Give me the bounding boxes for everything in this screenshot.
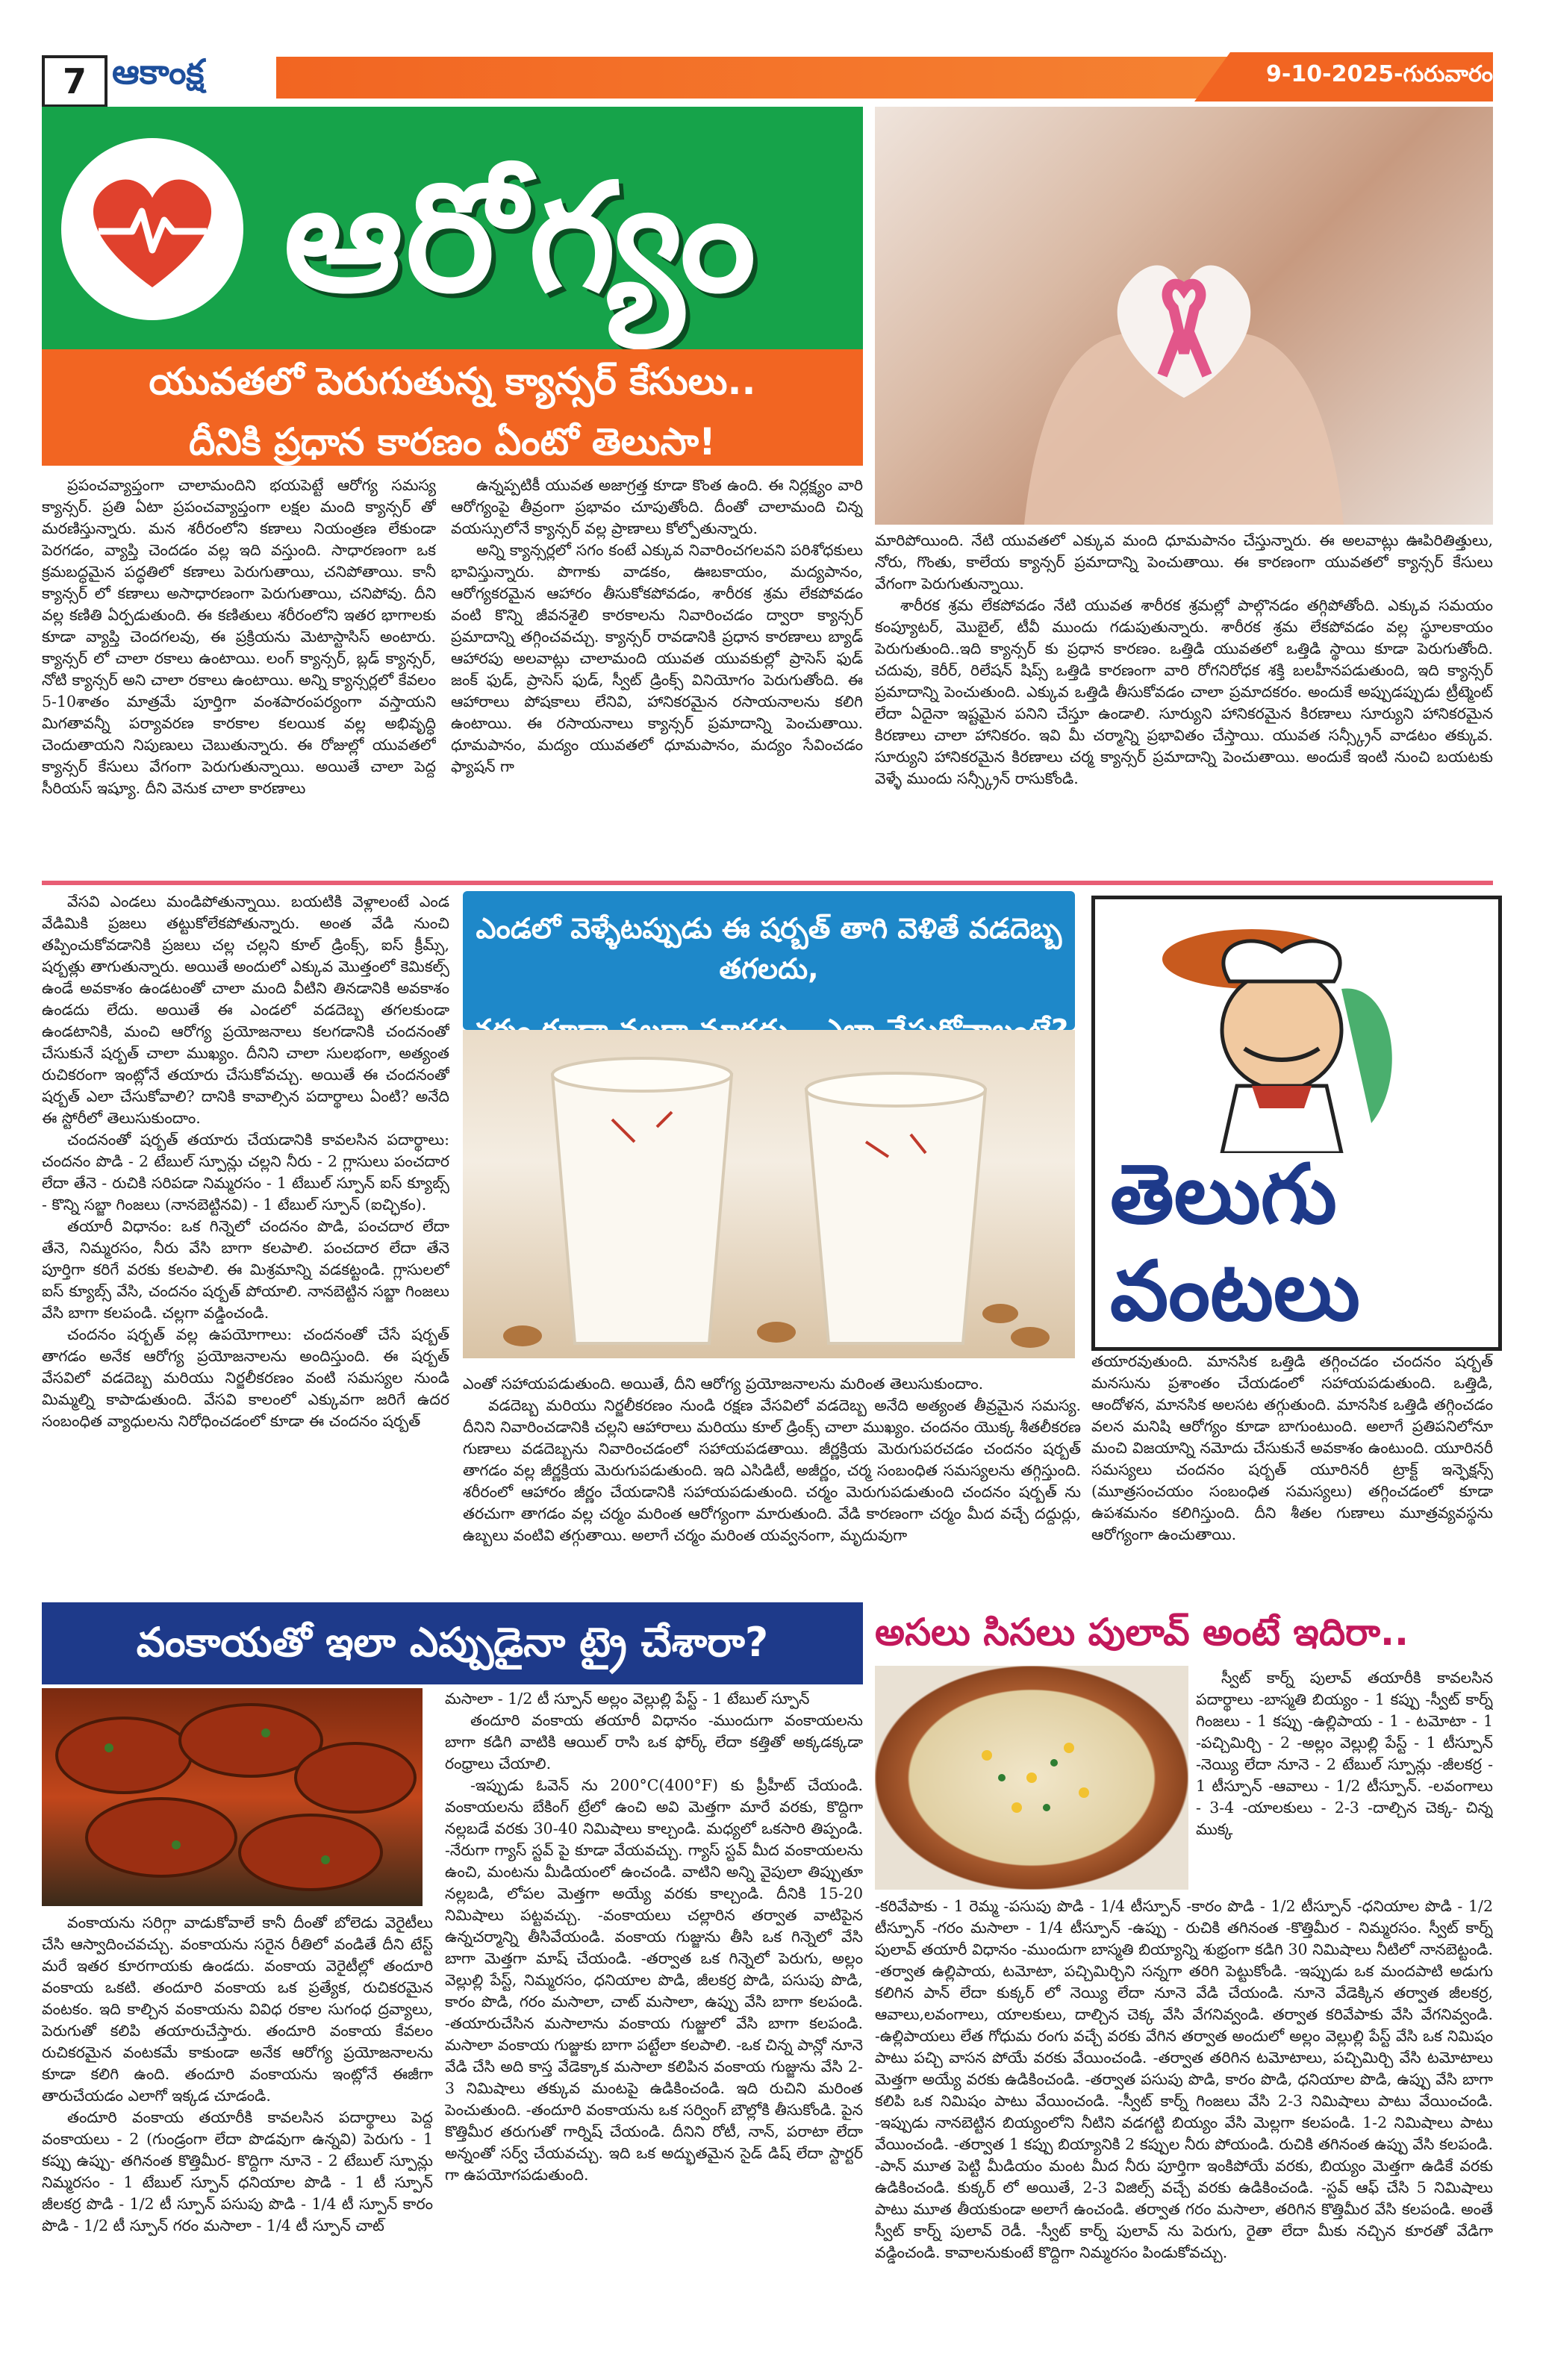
pulao-bowl-photo [875,1666,1188,1890]
cookery-title-line1: తెలుగు [1110,1146,1337,1242]
article1-headline-banner [42,349,863,466]
cancer-awareness-photo [875,107,1493,525]
article1-paragraph: మారిపోయింది. నేటి యువతలో ఎక్కువ మంది ధూమపానం చేస్తున్నారు. ఈ అలవాట్లు ఊపిరితిత్తులు, నోరు, గొంతు, కాలేయ క్యాన్సర్ ప్రమాదాన్ని పెంచుతాయి. ఈ కారణంగా యువతలో క్యాన్సర్ కేసులు వేగంగా పెరుగుతున్నాయి. [875,531,1493,593]
article4-paragraph: -కరివేపాకు - 1 రెమ్మ -పసుపు పొడి - 1/4 టీస్పూన్ -కారం పొడి - 1/2 టీస్పూన్ -ధనియాల పొడి - 1/2 టీస్పూన్ -గరం మసాలా - 1/4 టీస్పూన్ -ఉప్పు - రుచికి తగినంత -కొత్తిమీర - నిమ్మరసం. స్వీట్ కార్న్ పులావ్ తయారీ విధానం -ముందుగా బాస్మతి బియ్యాన్ని శుభ్రంగా కడిగి 30 నిమిషాలు నీటిలో నానబెట్టండి. -తర్వాత ఉల్లిపాయ, టమోటా, పచ్చిమిర్చిని సన్నగా తరిగి పెట్టుకోండి. -ఇప్పుడు ఒక మందపాటి అడుగు కలిగిన పాన్ లేదా కుక్కర్ లో నెయ్యి లేదా నూనె వేడి చేయండి. నూనె వేడెక్కిన తర్వాత జీలకర్ర, ఆవాలు,లవంగాలు, యాలకులు, దాల్చిన చెక్క వేసి వేగనివ్వండి. తర్వాత కరివేపాకు వేసి వేగనివ్వండి. -ఉల్లిపాయలు లేత గోధుమ రంగు వచ్చే వరకు వేగిన తర్వాత అందులో అల్లం వెల్లుల్లి పేస్ట్ వేసి ఒక నిమిషం పాటు పచ్చి వాసన పోయే వరకు వేయించండి. -తర్వాత తరిగిన టమోటాలు, పచ్చిమిర్చి వేసి టమోటాలు మెత్తగా అయ్యే వరకు ఉడికించండి. -తర్వాత పసుపు పొడి, కారం పొడి, ధనియాల పొడి, ఉప్పు వేసి బాగా కలిపి ఒక నిమిషం పాటు వేయించండి. -స్వీట్ కార్న్ గింజలు వేసి 2-3 నిమిషాలు పాటు వేయించండి. -ఇప్పుడు నానబెట్టిన బియ్యంలోని నీటిని వడగట్టి బియ్యం వేసి మెల్లగా కలపండి. 1-2 నిమిషాలు పాటు వేయించండి. -తర్వాత 1 కప్పు బియ్యానికి 2 కప్పుల నీరు పోయండి. రుచికి తగినంత ఉప్పు వేసి కలపండి. -పాన్ మూత పెట్టి మీడియం మంట మీద నీరు పూర్తిగా ఇంకిపోయే వరకు, బియ్యం మెత్తగా ఉడికే వరకు ఉడికించండి. కుక్కర్ లో అయితే, 2-3 విజిల్స్ వచ్చే వరకు ఉడికించండి. -స్టవ్ ఆఫ్ చేసి 5 నిమిషాలు పాటు మూత తీయకుండా అలాగే ఉంచండి. తర్వాత గరం మసాలా, తరిగిన కొత్తిమీర వేసి కలపండి. అంతే స్వీట్ కార్న్ పులావ్ రెడీ. -స్వీట్ కార్న్ పులావ్ ను పెరుగు, రైతా లేదా మీకు నచ్చిన కూరతో వేడిగా వడ్డించండి. కావాలనుకుంటే కొద్దిగా నిమ్మరసం పిండుకోవచ్చు. [875,1897,1493,2261]
article2-column-1 [42,891,449,1593]
article3-column-2 [445,1688,863,2360]
article2-column-2 [463,1373,1081,1597]
article3-paragraph: మసాలా - 1/2 టీ స్పూన్ అల్లం వెల్లుల్లి పేస్ట్ - 1 టేబుల్ స్పూన్ [445,1690,810,1708]
article2-column-3 [1091,1351,1493,1597]
article3-paragraph: వంకాయను సరిగ్గా వాడుకోవాలే కానీ దీంతో బోలెడు వెరైటీలు చేసి ఆస్వాదించవచ్చు. వంకాయను సరైన రీతిలో వండితే దీని టేస్ట్ మరే ఇతర కూరగాయకు ఉండదు. వంకాయ వెరైటీల్లో తందూరి వంకాయ ఒకటి. తందూరి వంకాయ ఒక ప్రత్యేక, రుచికరమైన వంటకం. ఇది కాల్చిన వంకాయను వివిధ రకాల సుగంధ ద్రవ్యాలు, పెరుగుతో కలిపి తయారుచేస్తారు. తందూరి వంకాయ కేవలం రుచికరమైన వంటకమే కాకుండా అనేక ఆరోగ్య ప్రయోజనాలను కూడా కలిగి ఉంది. తందూరి వంకాయను ఇంట్లోనే ఈజీగా తారుచేయడం ఎలాగో ఇక్కడ చూడండి. [42,1914,433,2105]
article1-paragraph: ప్రపంచవ్యాప్తంగా చాలామందిని భయపెట్టే ఆరోగ్య సమస్య క్యాన్సర్. ప్రతి ఏటా ప్రపంచవ్యాప్తంగా లక్షల మంది క్యాన్సర్ తో మరణిస్తున్నారు. మన శరీరంలోని కణాలు నియంత్రణ లేకుండా పెరగడం, వ్యాప్తి చెందడం వల్ల ఇది వస్తుంది. సాధారణంగా ఒక క్రమబద్ధమైన పద్ధతిలో కణాలు పెరుగుతాయి, చనిపోతాయి. కానీ క్యాన్సర్ లో కణాలు అసాధారణంగా పెరుగుతాయి, చనిపోవు. దీని వల్ల కణితి ఏర్పడుతుంది. ఈ కణితులు శరీరంలోని ఇతర భాగాలకు కూడా వ్యాప్తి చెందగలవు, ఈ ప్రక్రియను మెటాస్టాసిస్ అంటారు. క్యాన్సర్ లో చాలా రకాలు ఉంటాయి. లంగ్ క్యాన్సర్, బ్లడ్ క్యాన్సర్, నోటి క్యాన్సర్ అని చాలా రకాలు ఉంటాయి. అన్ని క్యాన్సర్లలో కేవలం 5-10శాతం మాత్రమే పూర్తిగా వంశపారంపర్యంగా వస్తాయని మిగతావన్నీ పర్యావరణ కారకాల కలయిక వల్ల అభివృద్ధి చెందుతాయని నిపుణులు చెబుతున్నారు. ఈ రోజుల్లో యువతలో క్యాన్సర్ కేసులు వేగంగా పెరుగుతున్నాయి. అయితే చాలా పెద్ద సీరియస్ ఇష్యూ. దీని వెనుక చాలా కారణాలు [42,476,436,797]
article2-paragraph: వడదెబ్బ మరియు నిర్జలీకరణం నుండి రక్షణ వేసవిలో వడదెబ్బ అనేది అత్యంత తీవ్రమైన సమస్య. దీనిని నివారించడానికి చల్లని ఆహారాలు మరియు కూల్ డ్రింక్స్ చాలా ముఖ్యం. చందనం యొక్క శీతలీకరణ గుణాలు వడదెబ్బను నివారించడంలో సహాయపడతాయి. జీర్ణక్రియ మెరుగుపరచడం చందనం షర్బత్ తాగడం వల్ల జీర్ణక్రియ మెరుగుపడుతుంది. ఇది ఎసిడిటీ, అజీర్ణం, చర్మ సంబంధిత సమస్యలను తగ్గిస్తుంది. శరీరంలో ఆహారం జీర్ణం చేయడానికి సహాయపడుతుంది. చర్మం మెరుగుపడుతుంది చందనం షర్బత్ ను తరచుగా తాగడం వల్ల చర్మం మరింత ఆరోగ్యంగా మారుతుంది. వేడి కారణంగా చర్మం మీద వచ్చే దద్దుర్లు, ఉబ్బలు వంటివి తగ్గుతాయి. అలాగే చర్మం మరింత యవ్వనంగా, మృదువుగా [463,1396,1081,1544]
article2-paragraph: ఎంతో సహాయపడుతుంది. అయితే, దీని ఆరోగ్య ప్రయోజనాలను మరింత తెలుసుకుందాం. [463,1375,984,1393]
article2-headline-banner [463,891,1075,1030]
article4-headline-banner [875,1606,1493,1661]
article3-paragraph: తందూరి వంకాయ తయారీ విధానం -ముందుగా వంకాయలను బాగా కడిగి వాటికి ఆయిల్ రాసి ఒక ఫోర్క్ లేదా కత్తితో అక్కడక్కడా రంధ్రాలు చేయాలి. [445,1711,863,1772]
article2-paragraph: చందనంతో షర్బత్ తయారు చేయడానికి కావలసిన పదార్థాలు: చందనం పొడి - 2 టేబుల్ స్పూన్లు చల్లని నీరు - 2 గ్లాసులు పంచదార లేదా తేనె - రుచికి సరిపడా నిమ్మరసం - 1 టేబుల్ స్పూన్ ఐస్ క్యూబ్స్ - కొన్ని సబ్జా గింజలు (నానబెట్టినవి) - 1 టేబుల్ స్పూన్ (ఐచ్ఛికం). [42,1131,449,1214]
article2-paragraph: వేసవి ఎండలు మండిపోతున్నాయి. బయటికి వెళ్లాలంటే ఎండ వేడిమికి ప్రజలు తట్టుకోలేకపోతున్నారు. అంత వేడి నుంచి తప్పించుకోవడానికి ప్రజలు చల్ల చల్లని కూల్ డ్రింక్స్, ఐస్ క్రీమ్స్, షర్బత్లు తాగుతున్నారు. అయితే అందులో ఎక్కువ మొత్తంలో కెమికల్స్ ఉండే అవకాశం ఉండటంతో చాలా మంది వీటిని తినడానికి అవకాశం ఉండదు లేదు. అయితే ఈ ఎండలో వడదెబ్బ తగలకుండా ఉండటానికి, మంచి ఆరోగ్య ప్రయోజనాలు కలగడానికి చందనంతో చేసుకునే షర్బత్ చాలా ముఖ్యం. దీనిని చాలా సులభంగా, అత్యంత రుచికరంగా ఇంట్లోనే తయారు చేసుకోవచ్చు. అయితే ఈ చందనంతో షర్బత్ ఎలా చేసుకోవాలి? దానికి కావాల్సిన పదార్థాలు ఏంటి? అనేది ఈ స్టోరీలో తెలుసుకుందాం. [42,893,449,1127]
article3-paragraph: తందూరి వంకాయ తయారీకి కావలసిన పదార్థాలు పెద్ద వంకాయలు - 2 (గుండ్రంగా లేదా పొడవుగా ఉన్నవి) పెరుగు - 1 కప్పు ఉప్పు- తగినంత కొత్తిమీర- కొద్దిగా నూనె - 2 టేబుల్ స్పూన్లు నిమ్మరసం - 1 టేబుల్ స్పూన్ ధనియాల పొడి - 1 టీ స్పూన్ జీలకర్ర పొడి - 1/2 టీ స్పూన్ పసుపు పొడి - 1/4 టీ స్పూన్ కారం పొడి - 1/2 టీ స్పూన్ గరం మసాలా - 1/4 టీ స్పూన్ చాట్ [42,2108,433,2234]
article4-column-bottom [875,1896,1493,2358]
article1-column-2 [451,475,863,878]
article1-headline-line2: దీనికి ప్రధాన కారణం ఏంటో తెలుసా! [189,420,716,463]
article3-headline: వంకాయతో ఇలా ఎప్పుడైనా ట్రై చేశారా? [136,1619,769,1666]
article3-column-1 [42,1912,433,2360]
article2-paragraph: తయారీ విధానం: ఒక గిన్నెలో చందనం పొడి, పంచదార లేదా తేనె, నిమ్మరసం, నీరు వేసి బాగా కలపాలి. పంచదార లేదా తేనె పూర్తిగా కరిగే వరకు కలపాలి. ఈ మిశ్రమాన్ని వడకట్టండి. గ్లాసులలో ఐస్ క్యూబ్స్ వేసి, చందనం షర్బత్ పోయాలి. నానబెట్టిన సబ్జా గింజలు వేసి బాగా కలపండి. చల్లగా వడ్డించండి. [42,1217,449,1322]
article1-paragraph: అన్ని క్యాన్సర్లలో సగం కంటే ఎక్కువ నివారించగలవని పరిశోధకులు భావిస్తున్నారు. పొగాకు వాడకం, ఊబకాయం, మద్యపానం, ఆరోగ్యకరమైన ఆహారం తీసుకోకపోవడం, శారీరక శ్రమ లేకపోవడం వంటి కొన్ని జీవనశైలి కారకాలను నివారించడం ద్వారా క్యాన్సర్ ప్రమాదాన్ని తగ్గించవచ్చు. క్యాన్సర్ రావడానికి ప్రధాన కారణాలు బ్యాడ్ ఆహారపు అలవాట్లు చాలామంది యువత యువకుల్లో ప్రాసెస్ ఫుడ్ జంక్ ఫుడ్, ప్రాసెస్ ఫుడ్, స్వీట్ డ్రింక్స్ వినియోగం పెరుగుతోంది. ఈ ఆహారాలు పోషకాలు లేనివి, హానికరమైన రసాయనాలను కలిగి ఉంటాయి. ఈ రసాయనాలు క్యాన్సర్ ప్రమాదాన్ని పెంచుతాయి. ధూమపానం, మద్యం యువతలో ధూమపానం, మద్యం సేవించడం ఫ్యాషన్ గా [451,541,863,775]
newspaper-logo: ఆకాంక్ష [112,51,205,92]
telugu-vantalu-logo [1091,896,1502,1351]
article4-column-top [1196,1667,1493,1891]
article4-paragraph: స్వీట్ కార్న్ పులావ్ తయారీకి కావలసిన పదార్థాలు -బాస్మతి బియ్యం - 1 కప్పు -స్వీట్ కార్న్ గింజలు - 1 కప్పు -ఉల్లిపాయ - 1 - టమోటా - 1 -పచ్చిమిర్చి - 2 -అల్లం వెల్లుల్లి పేస్ట్ - 1 టీస్పూన్ -నెయ్యి లేదా నూనె - 2 టేబుల్ స్పూన్లు -జీలకర్ర - 1 టీస్పూన్ -ఆవాలు - 1/2 టీస్పూన్. -లవంగాలు - 3-4 -యాలకులు - 2-3 -దాల్చిన చెక్క- చిన్న ముక్క [1196,1669,1493,1838]
issue-date: 9-10-2025-గురువారం [1266,61,1493,87]
brinjal-dish-photo [42,1688,423,1906]
article2-paragraph: తయారవుతుంది. మానసిక ఒత్తిడి తగ్గించడం చందనం షర్బత్ మనసును ప్రశాంతం చేయడంలో సహాయపడుతుంది. ఒత్తిడి, ఆందోళన, మానసిక అలసట తగ్గుతుంది. మానసిక ఒత్తిడి తగ్గించడం వలన మనిషి ఆరోగ్యం కూడా బాగుంటుంది. అలాగే ప్రతిపనిలోనూ మంచి విజయాన్ని నమోదు చేసుకునే అవకాశం ఉంటుంది. యూరినరీ సమస్యలు చందనం షర్బత్ యూరినరీ ట్రాక్ట్ ఇన్ఫెక్షన్స్ (మూత్రసంచయం సంబంధిత సమస్యలు) తగ్గించడంలో కూడా ఉపశమనం కలిగిస్తుంది. దీని శీతల గుణాలు మూత్రవ్యవస్థను ఆరోగ్యంగా ఉంచుతాయి. [1091,1352,1493,1543]
article1-column-1 [42,475,436,878]
chef-icon [1095,899,1498,1153]
article1-column-3 [875,530,1493,873]
article2-headline-line1: ఎండలో వెళ్ళేటప్పుడు ఈ షర్బత్ తాగి వెళితే వడదెబ్బ తగలదు, [476,912,1062,985]
section-title: ఆరోగ్యం [284,152,759,325]
article3-headline-banner [42,1602,863,1684]
article1-paragraph: శారీరక శ్రమ లేకపోవడం నేటి యువత శారీరక శ్రమల్లో పాల్గొనడం తగ్గిపోతోంది. ఎక్కువ సమయం కంప్యూటర్, మొబైల్, టీవీ ముందు గడుపుతున్నారు. శారీరక శ్రమ లేకపోవడం వల్ల స్థూలకాయం పెరుగుతుంది..ఇది క్యాన్సర్ కు ప్రధాన కారణం. ఒత్తిడి యువతలో ఒత్తిడి స్థాయి కూడా పెరుగుతోంది. చదువు, కెరీర్, రిలేషన్ షిప్స్ ఒత్తిడి కారణంగా వారి రోగనిరోధక శక్తి బలహీనపడుతుంది, ఇది క్యాన్సర్ ప్రమాదాన్ని పెంచుతుంది. ఎక్కువ ఒత్తిడి తీసుకోవడం చాలా ప్రమాదకరం. అందుకే అప్పుడప్పుడు ట్రీట్మెంట్ లేదా ఏదైనా ఇష్టమైన పనిని చేస్తూ ఉండాలి. సూర్యుని హానికరమైన కిరణాలు సూర్యుని హానికరమైన కిరణాలు చాలా హానికరం. ఇవి మీ చర్మాన్ని ప్రభావితం చేస్తాయి. యువత సన్స్క్రీన్ వాడటం తక్కువ. సూర్యుని హానికరమైన కిరణాలు చర్మ క్యాన్సర్ ప్రమాదాన్ని పెంచుతాయి. అందుకే ఇంటి నుంచి బయటకు వెళ్ళే ముందు సన్స్క్రీన్ రాసుకోండి. [875,596,1493,787]
cookery-title-line2: వంటలు [1110,1243,1360,1339]
article1-headline-line1: యువతలో పెరుగుతున్న క్యాన్సర్ కేసులు.. [149,360,756,403]
article3-paragraph: -ఇప్పుడు ఓవెన్ ను 200°C(400°F) కు ప్రీహీట్ చేయండి. వంకాయలను బేకింగ్ ట్రేలో ఉంచి అవి మెత్తగా మారే వరకు, కొద్దిగా నల్లబడే వరకు 30-40 నిమిషాలు కాల్చండి. మధ్యలో ఒకసారి తిప్పండి. -నేరుగా గ్యాస్ స్టవ్ పై కూడా వేయవచ్చు. గ్యాస్ స్టవ్ మీద వంకాయలను ఉంచి, మంటను మీడియంలో ఉంచండి. వాటిని అన్ని వైపులా తిప్పుతూ నల్లబడి, లోపల మెత్తగా అయ్యే వరకు కాల్చండి. దీనికి 15-20 నిమిషాలు పట్టవచ్చు. -వంకాయలు చల్లారిన తర్వాత వాటిపైన ఉన్నచర్మాన్ని తీసివేయండి. వంకాయ గుజ్జును తీసి ఒక గిన్నెలో వేసి బాగా మెత్తగా మాష్ చేయండి. -తర్వాత ఒక గిన్నెలో పెరుగు, అల్లం వెల్లుల్లి పేస్ట్, నిమ్మరసం, ధనియాల పొడి, జీలకర్ర పొడి, పసుపు పొడి, కారం పొడి, గరం మసాలా, చాట్ మసాలా, ఉప్పు వేసి బాగా కలపండి. -తయారుచేసిన మసాలాను వంకాయ గుజ్జులో వేసి బాగా కలపండి. మసాలా వంకాయ గుజ్జుకు బాగా పట్టేలా కలపాలి. -ఒక చిన్న పాన్లో నూనె వేడి చేసి అది కాస్త వేడెక్కాక మసాలా కలిపిన వంకాయ గుజ్జును వేసి 2-3 నిమిషాలు తక్కువ మంటపై ఉడికించండి. ఇది రుచిని మరింత పెంచుతుంది. -తందూరి వంకాయను ఒక సర్వింగ్ బౌల్లోకి తీసుకోండి. పైన కొత్తిమీర తరుగుతో గార్నిష్ చేయండి. దీనిని రోటీ, నాన్, పరాటా లేదా అన్నంతో సర్వ్ చేయవచ్చు. ఇది ఒక అద్భుతమైన సైడ్ డిష్ లేదా స్టార్టర్ గా ఉపయోగపడుతుంది. [445,1776,863,2184]
section-divider [42,881,1493,885]
heart-icon [61,138,243,320]
header-band [276,57,1239,99]
article2-paragraph: చందనం షర్బత్ వల్ల ఉపయోగాలు: చందనంతో చేసే షర్బత్ తాగడం అనేక ఆరోగ్య ప్రయోజనాలను అందిస్తుంది. ఈ షర్బత్ వేసవిలో వడదెబ్బ మరియు నిర్జలీకరణం వంటి సమస్యల నుండి మిమ్మల్ని కాపాడుతుంది. వేసవి కాలంలో ఎక్కువగా జరిగే ఉదర సంబంధిత వ్యాధులను నిరోధించడంలో కూడా ఈ చందనం షర్బత్ [42,1325,449,1430]
page-number: 7 [42,55,107,107]
article4-headline: అసలు సిసలు పులావ్ అంటే ఇదిరా.. [875,1611,1409,1654]
article1-paragraph: ఉన్నప్పటికీ యువత అజాగ్రత్త కూడా కొంత ఉంది. ఈ నిర్లక్ష్యం వారి ఆరోగ్యంపై తీవ్రంగా ప్రభావం చూపుతోంది. దీంతో చాలామంది చిన్న వయస్సులోనే క్యాన్సర్ వల్ల ప్రాణాలు కోల్పోతున్నారు. [451,476,863,537]
sharbat-glasses-photo [463,1030,1075,1358]
